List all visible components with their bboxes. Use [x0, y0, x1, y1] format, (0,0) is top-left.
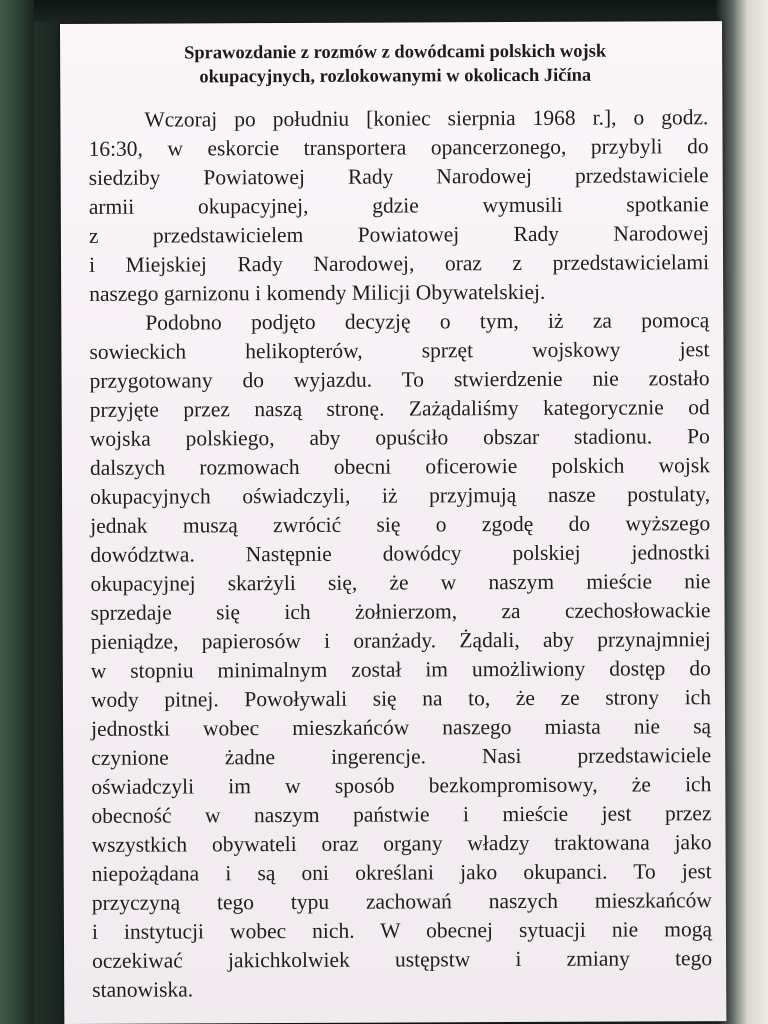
text-line: armii okupacyjnej, gdzie wymusili spotkanie	[88, 192, 709, 219]
document-title	[80, 39, 710, 90]
text-line: siedziby Powiatowej Rady Narodowej przedstawiciele	[88, 163, 709, 190]
text-line: okupacyjnej skarżyli się, że w naszym mieście nie	[90, 569, 711, 596]
text-line: 16:30, w eskorcie transportera opancerzonego, przybyli do	[88, 134, 709, 161]
text-line: oczekiwać jakichkolwiek ustępstw i zmiany tego	[92, 946, 713, 973]
text-line: niepożądana i są oni określani jako okupanci. To jest	[91, 859, 712, 886]
text-line: okupacyjnych oświadczyli, iż przyjmują nasze postulaty,	[90, 482, 711, 509]
document-title-line: Sprawozdanie z rozmów z dowódcami polskich wojsk	[184, 41, 607, 64]
document-title-line: okupacyjnych, rozlokowanymi w okolicach Jičína	[199, 65, 592, 88]
text-line: wody pitnej. Powoływali się na to, że ze strony ich	[90, 685, 711, 712]
text-line: i instytucji wobec nich. W obecnej sytuacji nie mogą	[91, 917, 713, 944]
text-line: sprzedaje się ich żołnierzom, za czechosłowackie	[90, 598, 711, 625]
text-line: wszystkich obywateli oraz organy władzy traktowana jako	[91, 830, 712, 857]
text-line: obecność w naszym państwie i mieście jest przez	[91, 801, 712, 828]
text-line: jednostki wobec mieszkańców naszego miasta nie są	[91, 714, 712, 741]
text-line: dowództwa. Następnie dowódcy polskiej jednostki	[90, 540, 711, 567]
paragraph-1	[88, 103, 709, 309]
text-line: przygotowany do wyjazdu. To stwierdzenie nie zostało	[89, 366, 710, 393]
text-line: i Miejskiej Rady Narodowej, oraz z przedstawicielami	[88, 250, 710, 277]
text-line: Wczoraj po południu [koniec sierpnia 1968 r.], o godz.	[144, 105, 709, 132]
display-case-left-frame	[0, 0, 34, 1024]
text-line: stanowiska.	[92, 977, 194, 1002]
text-line: dalszych rozmowach obecni oficerowie polskich wojsk	[89, 453, 710, 480]
text-line: Podobno podjęto decyzję o tym, iż za pomocą	[145, 308, 710, 335]
text-line: czynione żadne ingerencje. Nasi przedstawiciele	[91, 743, 712, 770]
text-line: wojska polskiego, aby opuściło obszar stadionu. Po	[89, 424, 710, 451]
text-line: sowieckich helikopterów, sprzęt wojskowy jest	[89, 337, 710, 364]
text-line: oświadczyli im w sposób bezkompromisowy, że ich	[91, 772, 712, 799]
document-body	[88, 103, 712, 1005]
text-line: naszego garnizonu i komendy Milicji Obywatelskiej.	[89, 279, 546, 306]
text-line: w stopniu minimalnym został im umożliwiony dostęp do	[90, 656, 711, 683]
paragraph-2	[89, 306, 712, 1005]
text-line: pieniądze, papierosów i oranżady. Żądali, aby przynajmniej	[90, 627, 711, 654]
document-sheet	[60, 21, 726, 1024]
text-line: jednak muszą zwrócić się o zgodę do wyższego	[90, 511, 711, 538]
text-line: przyczyną tego typu zachowań naszych mieszkańców	[91, 888, 712, 915]
display-case-top-frame	[0, 0, 768, 22]
text-line: z przedstawicielem Powiatowej Rady Narodowej	[88, 221, 709, 248]
text-line: przyjęte przez naszą stronę. Zażądaliśmy kategorycznie od	[89, 395, 710, 422]
